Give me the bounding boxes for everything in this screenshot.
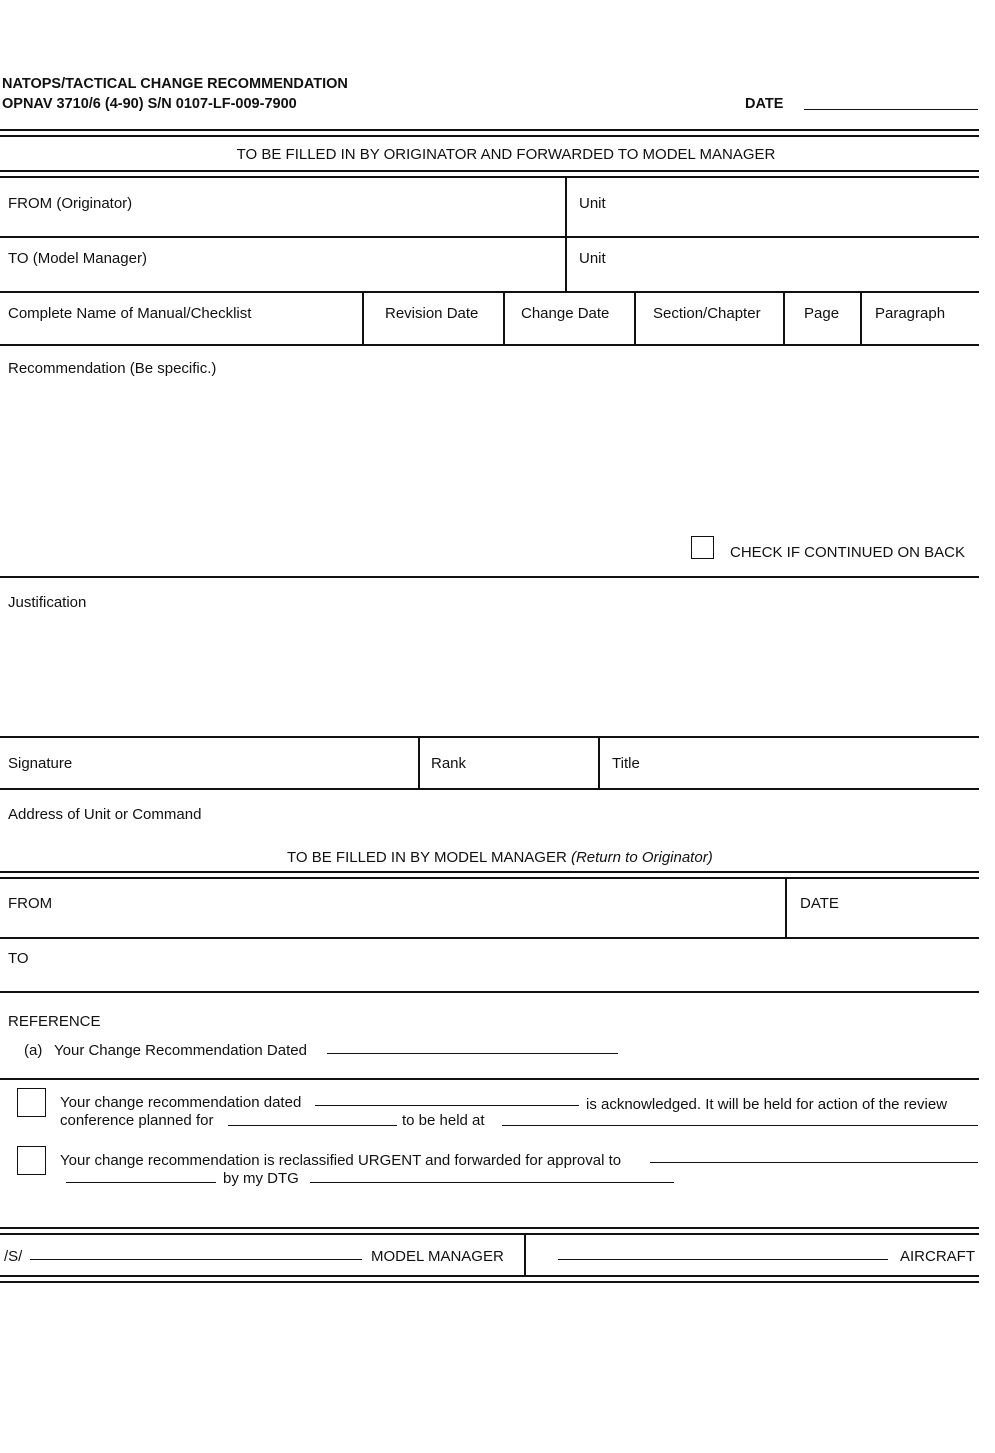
dtg-field[interactable] (310, 1182, 674, 1183)
title-label: Title (612, 755, 640, 772)
model-manager-label: MODEL MANAGER (371, 1248, 504, 1265)
from-originator-field[interactable] (0, 177, 564, 237)
form-number: OPNAV 3710/6 (4-90) S/N 0107-LF-009-7900 (2, 96, 297, 112)
rule (0, 1281, 979, 1283)
top-rule-2 (0, 135, 979, 137)
paragraph-label: Paragraph (875, 305, 946, 322)
to-unit-label: Unit (579, 250, 606, 267)
ack-text-4: to be held at (402, 1112, 485, 1129)
mm-date-label: DATE (800, 895, 839, 912)
rule (0, 1233, 979, 1235)
revision-date-label: Revision Date (385, 305, 479, 322)
urgent-checkbox[interactable] (17, 1146, 46, 1175)
address-field[interactable] (0, 790, 979, 830)
rule (0, 1227, 979, 1229)
justification-field[interactable] (0, 578, 979, 735)
reference-a-label: Your Change Recommendation Dated (54, 1042, 307, 1059)
ack-dated-field[interactable] (315, 1105, 579, 1106)
divider (565, 237, 567, 292)
page-label: Page (804, 305, 840, 322)
divider (362, 292, 364, 345)
title-field[interactable] (601, 738, 978, 788)
recommendation-field[interactable] (0, 346, 979, 526)
divider (524, 1234, 526, 1276)
mm-to-label: TO (8, 950, 29, 967)
signature-label: Signature (8, 755, 73, 772)
model-manager-section-title-text: TO BE FILLED IN BY MODEL MANAGER (287, 849, 567, 866)
mm-from-field[interactable] (0, 879, 784, 937)
mm-from-label: FROM (8, 895, 53, 912)
divider (634, 292, 636, 345)
rule (0, 871, 979, 873)
model-manager-section-title (287, 849, 713, 867)
rank-field[interactable] (421, 738, 597, 788)
conference-date-field[interactable] (228, 1125, 397, 1126)
ack-text-3: conference planned for (60, 1112, 214, 1129)
divider (783, 292, 785, 345)
reference-date-field[interactable] (327, 1053, 618, 1054)
rule (0, 1275, 979, 1277)
manual-name-label: Complete Name of Manual/Checklist (8, 305, 252, 322)
to-model-manager-label: TO (Model Manager) (8, 250, 147, 267)
reference-label: REFERENCE (8, 1013, 101, 1030)
aircraft-field[interactable] (558, 1259, 888, 1260)
acknowledged-checkbox[interactable] (17, 1088, 46, 1117)
urgent-text-2: by my DTG (223, 1170, 299, 1187)
mm-to-field[interactable] (0, 939, 979, 991)
date-field[interactable] (804, 109, 978, 110)
from-unit-field[interactable] (568, 177, 978, 237)
originator-section-title: TO BE FILLED IN BY ORIGINATOR AND FORWARDED TO MODEL MANAGER (236, 146, 776, 163)
forwarded-to-field[interactable] (650, 1162, 978, 1163)
continued-on-back-label: CHECK IF CONTINUED ON BACK (730, 544, 966, 561)
rule (0, 1078, 979, 1080)
reference-a-prefix: (a) (24, 1042, 43, 1059)
model-manager-section-title-note: (Return to Originator) (570, 849, 713, 866)
mm-date-field[interactable] (788, 879, 978, 937)
urgent-text-1: Your change recommendation is reclassified URGENT and forwarded for approval to (60, 1152, 622, 1169)
date-label: DATE (745, 96, 784, 112)
divider (565, 177, 567, 237)
divider (418, 737, 420, 789)
top-rule (0, 129, 979, 131)
conference-location-field[interactable] (502, 1125, 978, 1126)
change-date-label: Change Date (521, 305, 610, 322)
to-model-manager-field[interactable] (0, 238, 564, 291)
divider (598, 737, 600, 789)
justification-label: Justification (8, 594, 87, 611)
rank-label: Rank (431, 755, 467, 772)
divider (503, 292, 505, 345)
rule (0, 291, 979, 293)
forwarded-to-field-cont[interactable] (66, 1182, 216, 1183)
divider (785, 878, 787, 938)
signature-field[interactable] (0, 738, 416, 788)
from-unit-label: Unit (579, 195, 606, 212)
ack-text-2: is acknowledged. It will be held for action of the review (586, 1096, 948, 1113)
form-title: NATOPS/TACTICAL CHANGE RECOMMENDATION (2, 76, 348, 92)
aircraft-label: AIRCRAFT (900, 1248, 975, 1265)
rule (0, 170, 979, 172)
rule (0, 991, 979, 993)
to-unit-field[interactable] (568, 238, 978, 291)
section-chapter-label: Section/Chapter (653, 305, 761, 322)
mm-signature-field[interactable] (30, 1259, 362, 1260)
signature-prefix: /S/ (4, 1248, 23, 1265)
from-originator-label: FROM (Originator) (8, 195, 133, 212)
recommendation-label: Recommendation (Be specific.) (8, 360, 217, 377)
continued-on-back-checkbox[interactable] (691, 536, 714, 559)
divider (860, 292, 862, 345)
ack-text-1: Your change recommendation dated (60, 1094, 302, 1111)
address-label: Address of Unit or Command (8, 806, 202, 823)
